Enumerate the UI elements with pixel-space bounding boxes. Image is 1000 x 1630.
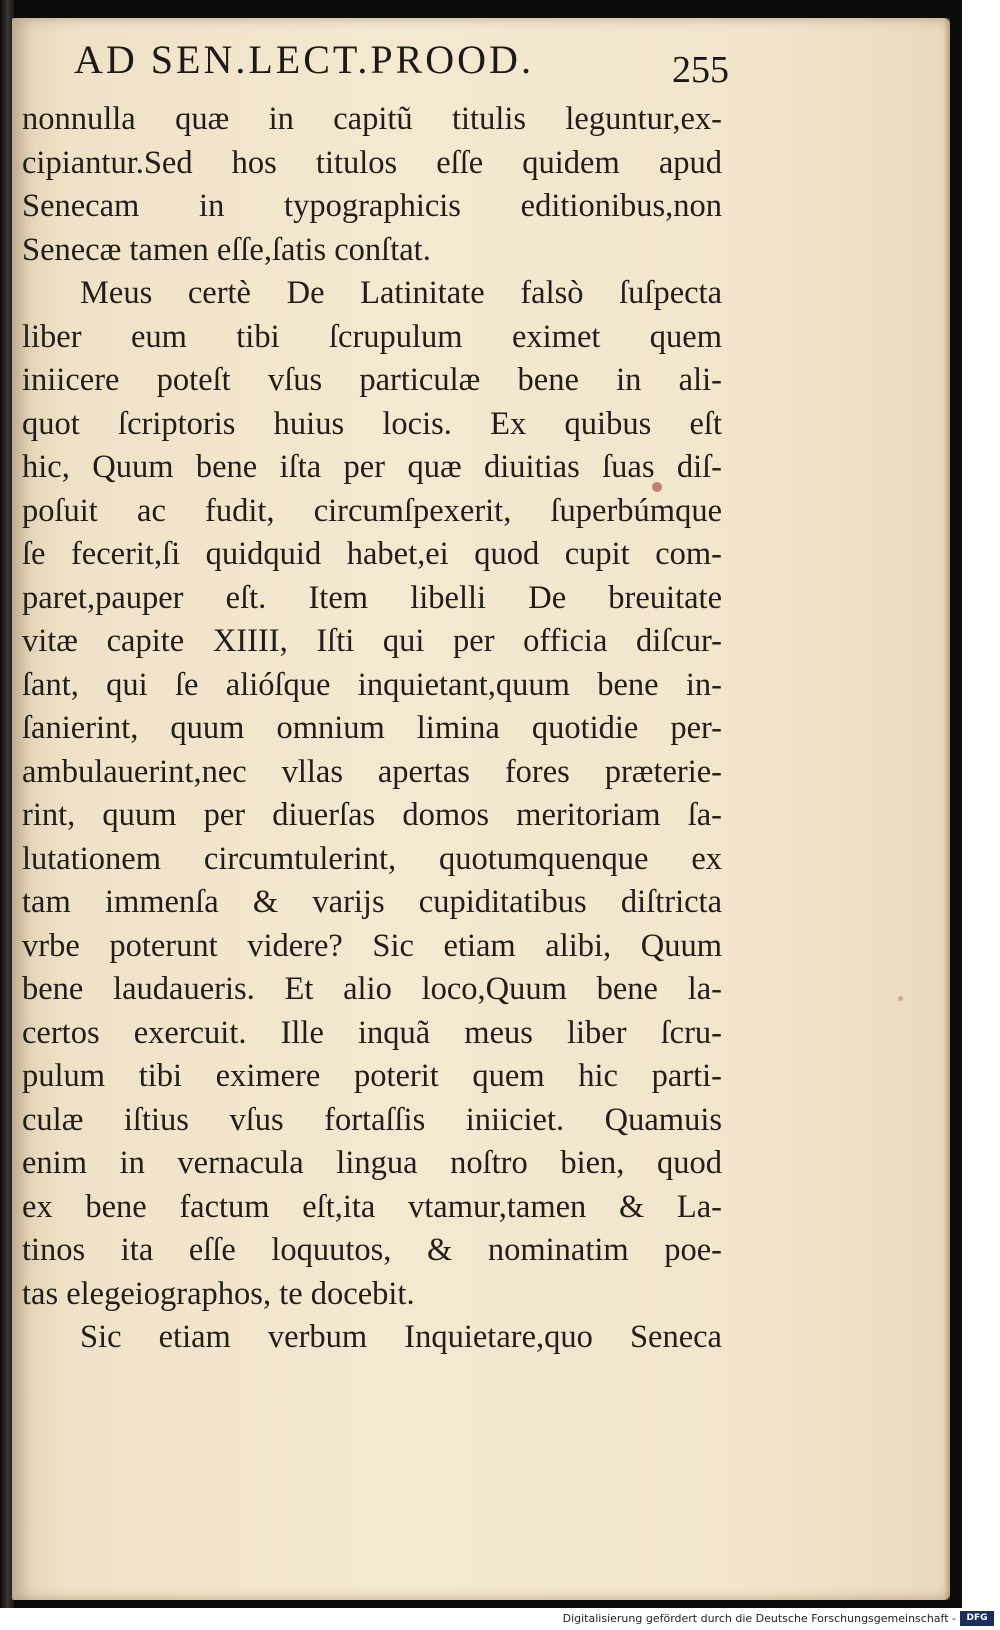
text-line: iniicere poteſt vſus particulæ bene in ali- [22, 362, 722, 398]
page-number: 255 [672, 49, 729, 91]
text-line: Senecæ tamen eſſe,ſatis conſtat. [22, 231, 431, 268]
text-line: bene laudaueris. Et alio loco,Quum bene la- [22, 971, 722, 1007]
text-line: ſanierint, quum omnium limina quotidie per- [22, 710, 722, 746]
text-line: tam immenſa & varijs cupiditatibus diſtricta [22, 884, 722, 920]
text-line: rint, quum per diuerſas domos meritoriam ſa- [22, 797, 722, 833]
text-line: ex bene factum eſt,ita vtamur,tamen & La- [22, 1188, 722, 1225]
text-line: pulum tibi eximere poterit quem hic parti- [22, 1058, 722, 1094]
text-line: enim in vernacula lingua noſtro bien, quod [22, 1145, 722, 1181]
text-line: poſuit ac fudit, circumſpexerit, ſuperbúmque [22, 492, 722, 529]
dfg-logo: DFG [960, 1611, 994, 1626]
text-line: vitæ capite XIIII, Iſti qui per officia diſcur- [22, 623, 722, 659]
text-line: ſant, qui ſe alióſque inquietant,quum bene in- [22, 666, 722, 703]
text-line: cipiantur.Sed hos titulos eſſe quidem apud [22, 144, 722, 181]
ink-spot [898, 996, 903, 1001]
text-line: culæ iſtius vſus fortaſſis iniiciet. Quamuis [22, 1101, 722, 1138]
text-line: Senecam in typographicis editionibus,non [22, 188, 722, 224]
text-line: Meus certè De Latinitate falsò ſuſpecta [80, 275, 722, 311]
text-line: lutationem circumtulerint, quotumquenque ex [22, 840, 722, 877]
text-line: ſe fecerit,ſi quidquid habet,ei quod cupit com- [22, 536, 722, 572]
text-line: certos exercuit. Ille inquã meus liber ſcru- [22, 1014, 722, 1051]
text-line: hic, Quum bene iſta per quæ diuitias ſuas diſ- [22, 449, 722, 485]
book-page [12, 18, 950, 1600]
text-line: tas elegeiographos, te docebit. [22, 1275, 415, 1312]
text-line: ambulauerint,nec vllas apertas fores præterie- [22, 753, 722, 790]
text-line: tinos ita eſſe loquutos, & nominatim poe- [22, 1232, 722, 1268]
text-line: Sic etiam verbum Inquietare,quo Seneca [80, 1319, 722, 1355]
text-line: quot ſcriptoris huius locis. Ex quibus eſt [22, 405, 722, 442]
digitization-credit: Digitalisierung gefördert durch die Deutsche Forschungsgemeinschaft - [562, 1612, 956, 1625]
text-line: vrbe poterunt videre? Sic etiam alibi, Quum [22, 927, 722, 964]
body-text [22, 98, 722, 1360]
running-header: AD SEN.LECT.PROOD. [74, 37, 534, 82]
text-line: liber eum tibi ſcrupulum eximet quem [22, 318, 722, 355]
page-edge-shadow [944, 18, 950, 1600]
text-line: paret,pauper eſt. Item libelli De breuitate [22, 579, 722, 616]
text-line: nonnulla quæ in capitũ titulis leguntur,ex- [22, 101, 722, 137]
